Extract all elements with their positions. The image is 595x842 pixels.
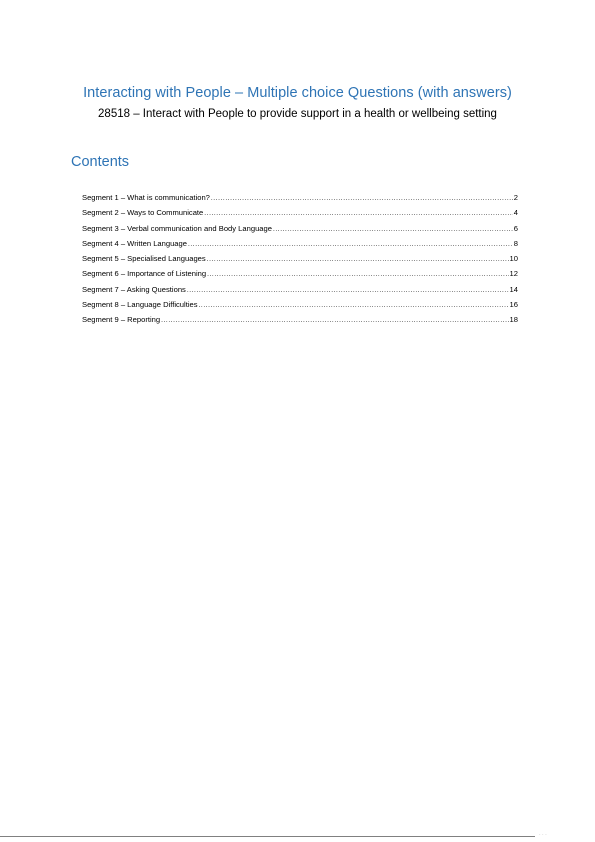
toc-dot-leader <box>273 226 513 233</box>
toc-entry-page-number[interactable]: 2 <box>513 193 518 202</box>
toc-entry-page-number[interactable]: 18 <box>509 315 518 325</box>
document-title: Interacting with People – Multiple choice Questions (with answers) <box>83 85 512 101</box>
toc-entry-page-number[interactable]: 12 <box>509 269 518 279</box>
toc-dot-leader <box>207 256 509 263</box>
toc-entry-label[interactable]: Segment 4 – Written Language <box>82 238 187 248</box>
toc-entry-page-number[interactable]: 8 <box>513 238 518 248</box>
toc-entry-segment-3[interactable] <box>82 224 518 239</box>
toc-dot-leader <box>199 302 509 309</box>
toc-entry-label[interactable]: Segment 7 – Asking Questions <box>82 284 186 294</box>
toc-dot-leader <box>188 241 513 248</box>
contents-heading: Contents <box>71 154 130 170</box>
toc-entry-label[interactable]: Segment 9 – Reporting <box>82 315 161 325</box>
toc-entry-segment-2[interactable] <box>82 208 518 223</box>
toc-dot-leader <box>207 271 508 278</box>
document-subtitle: 28518 – Interact with People to provide support in a health or wellbeing setting <box>98 108 497 120</box>
toc-entry-segment-1[interactable] <box>82 193 518 208</box>
toc-entry-label[interactable]: Segment 5 – Specialised Languages <box>82 254 206 264</box>
toc-dot-leader <box>187 287 509 294</box>
toc-dot-leader <box>204 210 512 217</box>
toc-entry-page-number[interactable]: 14 <box>509 284 518 294</box>
toc-entry-segment-5[interactable] <box>82 254 518 269</box>
toc-entry-segment-7[interactable] <box>82 285 518 300</box>
toc-entry-page-number[interactable]: 16 <box>509 300 518 310</box>
toc-entry-segment-9[interactable] <box>82 315 518 330</box>
toc-entry-segment-6[interactable] <box>82 269 518 284</box>
toc-entry-label[interactable]: Segment 2 – Ways to Communicate <box>82 208 204 218</box>
table-of-contents <box>82 193 518 331</box>
toc-entry-label[interactable]: Segment 6 – Importance of Listening <box>82 269 207 279</box>
toc-entry-segment-4[interactable] <box>82 239 518 254</box>
footer-divider <box>0 836 535 837</box>
toc-entry-page-number[interactable]: 10 <box>509 254 518 264</box>
toc-entry-label[interactable]: Segment 3 – Verbal communication and Body Language <box>82 223 272 233</box>
footer-mark: · · · <box>539 832 547 838</box>
toc-dot-leader <box>161 317 508 324</box>
toc-entry-page-number[interactable]: 4 <box>513 208 518 218</box>
toc-entry-page-number[interactable]: 6 <box>513 223 518 233</box>
toc-entry-label[interactable]: Segment 1 – What is communication? <box>82 193 210 202</box>
toc-dot-leader <box>211 195 513 202</box>
toc-entry-label[interactable]: Segment 8 – Language Difficulties <box>82 300 198 310</box>
toc-entry-segment-8[interactable] <box>82 300 518 315</box>
